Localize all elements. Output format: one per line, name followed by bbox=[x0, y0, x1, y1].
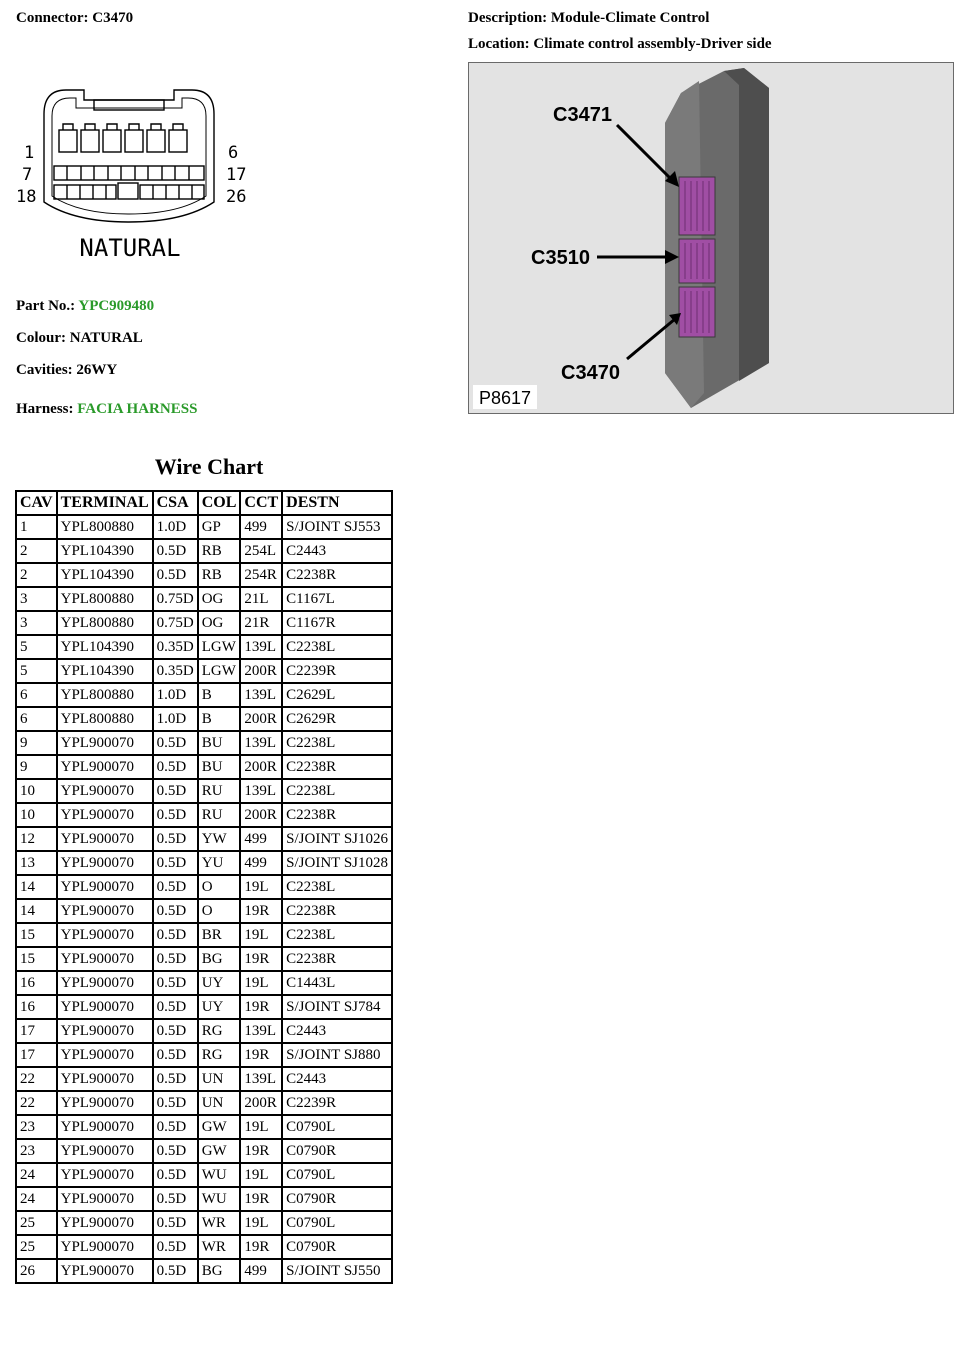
pin-label-6: 6 bbox=[228, 143, 239, 163]
table-row bbox=[16, 971, 392, 995]
cell-destn: C0790R bbox=[282, 1235, 392, 1259]
table-row bbox=[16, 707, 392, 731]
cell-col: WR bbox=[198, 1211, 241, 1235]
cell-cav: 9 bbox=[16, 731, 57, 755]
cell-csa: 1.0D bbox=[153, 683, 198, 707]
cell-col: UY bbox=[198, 995, 241, 1019]
cell-csa: 0.35D bbox=[153, 635, 198, 659]
cell-csa: 0.5D bbox=[153, 1139, 198, 1163]
cell-col: WU bbox=[198, 1187, 241, 1211]
photo-ref: P8617 bbox=[479, 388, 532, 408]
cell-cct: 19R bbox=[240, 995, 282, 1019]
cell-terminal: YPL900070 bbox=[57, 1163, 153, 1187]
cell-destn: C2443 bbox=[282, 1019, 392, 1043]
cell-cav: 23 bbox=[16, 1139, 57, 1163]
cell-terminal: YPL900070 bbox=[57, 1043, 153, 1067]
cell-terminal: YPL900070 bbox=[57, 971, 153, 995]
cell-cav: 14 bbox=[16, 875, 57, 899]
cell-destn: S/JOINT SJ1026 bbox=[282, 827, 392, 851]
cavity-row-bottom bbox=[54, 183, 204, 199]
cell-csa: 0.5D bbox=[153, 755, 198, 779]
table-row bbox=[16, 1043, 392, 1067]
cell-csa: 0.35D bbox=[153, 659, 198, 683]
cell-cct: 21L bbox=[240, 587, 282, 611]
callout-c3510: C3510 bbox=[531, 247, 590, 269]
cell-destn: C2443 bbox=[282, 539, 392, 563]
cavities-line bbox=[16, 362, 117, 379]
cell-csa: 0.5D bbox=[153, 803, 198, 827]
callout-c3470: C3470 bbox=[561, 362, 620, 384]
colour-line bbox=[16, 330, 143, 347]
cell-col: OG bbox=[198, 611, 241, 635]
header-col: COL bbox=[198, 491, 241, 515]
cell-cct: 499 bbox=[240, 827, 282, 851]
connector-line bbox=[16, 10, 133, 27]
cell-cav: 2 bbox=[16, 563, 57, 587]
cell-terminal: YPL104390 bbox=[57, 539, 153, 563]
location-line bbox=[468, 36, 772, 53]
cell-cct: 19R bbox=[240, 947, 282, 971]
cell-col: B bbox=[198, 707, 241, 731]
cell-cct: 19R bbox=[240, 1043, 282, 1067]
cell-cav: 15 bbox=[16, 923, 57, 947]
cell-terminal: YPL900070 bbox=[57, 779, 153, 803]
cell-csa: 0.5D bbox=[153, 1211, 198, 1235]
cell-csa: 0.5D bbox=[153, 1019, 198, 1043]
cell-destn: S/JOINT SJ1028 bbox=[282, 851, 392, 875]
table-row bbox=[16, 1211, 392, 1235]
cell-col: UN bbox=[198, 1067, 241, 1091]
cell-cav: 23 bbox=[16, 1115, 57, 1139]
table-row bbox=[16, 563, 392, 587]
cell-cct: 19L bbox=[240, 875, 282, 899]
location-photo bbox=[468, 62, 954, 414]
cell-terminal: YPL900070 bbox=[57, 1019, 153, 1043]
cell-csa: 1.0D bbox=[153, 707, 198, 731]
cell-terminal: YPL800880 bbox=[57, 611, 153, 635]
cell-terminal: YPL900070 bbox=[57, 947, 153, 971]
cell-cct: 499 bbox=[240, 515, 282, 539]
cell-destn: C2239R bbox=[282, 659, 392, 683]
cell-col: O bbox=[198, 899, 241, 923]
cell-terminal: YPL900070 bbox=[57, 995, 153, 1019]
cell-cav: 24 bbox=[16, 1163, 57, 1187]
cell-terminal: YPL900070 bbox=[57, 1211, 153, 1235]
cell-cav: 10 bbox=[16, 779, 57, 803]
table-row bbox=[16, 803, 392, 827]
cell-csa: 0.5D bbox=[153, 995, 198, 1019]
harness-label: Harness: bbox=[16, 401, 74, 417]
table-row bbox=[16, 1187, 392, 1211]
cell-cav: 16 bbox=[16, 995, 57, 1019]
cell-col: GW bbox=[198, 1115, 241, 1139]
cell-cct: 21R bbox=[240, 611, 282, 635]
harness-line bbox=[16, 401, 197, 418]
cell-csa: 0.5D bbox=[153, 875, 198, 899]
cell-cct: 139L bbox=[240, 1067, 282, 1091]
table-row bbox=[16, 1163, 392, 1187]
header-destn: DESTN bbox=[282, 491, 392, 515]
cell-terminal: YPL800880 bbox=[57, 587, 153, 611]
cell-destn: C0790L bbox=[282, 1211, 392, 1235]
cell-terminal: YPL800880 bbox=[57, 707, 153, 731]
cell-cct: 139L bbox=[240, 683, 282, 707]
cell-col: RU bbox=[198, 779, 241, 803]
cell-csa: 0.5D bbox=[153, 971, 198, 995]
cell-cct: 254R bbox=[240, 563, 282, 587]
cell-csa: 0.5D bbox=[153, 731, 198, 755]
header-terminal: TERMINAL bbox=[57, 491, 153, 515]
cell-cav: 2 bbox=[16, 539, 57, 563]
cell-destn: C1167R bbox=[282, 611, 392, 635]
cell-cav: 25 bbox=[16, 1211, 57, 1235]
table-row bbox=[16, 683, 392, 707]
location-value: Climate control assembly-Driver side bbox=[533, 36, 772, 52]
wire-chart-body bbox=[16, 515, 392, 1283]
cell-csa: 0.5D bbox=[153, 923, 198, 947]
cell-destn: C2238L bbox=[282, 875, 392, 899]
cell-col: B bbox=[198, 683, 241, 707]
cell-csa: 0.5D bbox=[153, 779, 198, 803]
cell-cav: 5 bbox=[16, 635, 57, 659]
cell-cav: 16 bbox=[16, 971, 57, 995]
part-no-line bbox=[16, 298, 154, 315]
cell-destn: C0790L bbox=[282, 1115, 392, 1139]
callout-c3471: C3471 bbox=[553, 104, 612, 126]
connector-label: Connector: bbox=[16, 10, 89, 26]
cell-col: RB bbox=[198, 539, 241, 563]
cell-destn: C1443L bbox=[282, 971, 392, 995]
cell-cav: 3 bbox=[16, 611, 57, 635]
colour-value: NATURAL bbox=[69, 330, 143, 346]
cell-cct: 19R bbox=[240, 1139, 282, 1163]
table-row bbox=[16, 995, 392, 1019]
cell-cct: 19R bbox=[240, 1187, 282, 1211]
cell-col: YU bbox=[198, 851, 241, 875]
cell-csa: 0.5D bbox=[153, 851, 198, 875]
table-row bbox=[16, 1235, 392, 1259]
cell-cav: 12 bbox=[16, 827, 57, 851]
table-row bbox=[16, 1019, 392, 1043]
pin-label-1: 1 bbox=[24, 143, 35, 163]
cell-col: BG bbox=[198, 1259, 241, 1283]
cell-destn: C2238L bbox=[282, 731, 392, 755]
header-cct: CCT bbox=[240, 491, 282, 515]
description-label: Description: bbox=[468, 10, 548, 26]
cell-terminal: YPL900070 bbox=[57, 1091, 153, 1115]
cell-cav: 22 bbox=[16, 1067, 57, 1091]
cell-cav: 24 bbox=[16, 1187, 57, 1211]
cell-destn: C0790R bbox=[282, 1139, 392, 1163]
cell-col: LGW bbox=[198, 659, 241, 683]
cell-cct: 19R bbox=[240, 899, 282, 923]
cell-csa: 0.5D bbox=[153, 1235, 198, 1259]
cell-terminal: YPL900070 bbox=[57, 851, 153, 875]
cell-cct: 200R bbox=[240, 1091, 282, 1115]
cell-destn: C2238R bbox=[282, 803, 392, 827]
cell-terminal: YPL104390 bbox=[57, 635, 153, 659]
cell-col: WR bbox=[198, 1235, 241, 1259]
table-row bbox=[16, 539, 392, 563]
pin-label-26: 26 bbox=[226, 187, 247, 207]
table-row bbox=[16, 1067, 392, 1091]
cavity-row-middle bbox=[54, 166, 204, 180]
cell-csa: 0.5D bbox=[153, 1043, 198, 1067]
cell-csa: 0.5D bbox=[153, 563, 198, 587]
cell-destn: C2238R bbox=[282, 899, 392, 923]
table-row bbox=[16, 1091, 392, 1115]
cell-terminal: YPL900070 bbox=[57, 1139, 153, 1163]
cell-cav: 15 bbox=[16, 947, 57, 971]
cell-destn: C2238R bbox=[282, 563, 392, 587]
cell-csa: 0.75D bbox=[153, 587, 198, 611]
cell-cav: 1 bbox=[16, 515, 57, 539]
cell-terminal: YPL900070 bbox=[57, 923, 153, 947]
part-no-label: Part No.: bbox=[16, 298, 76, 314]
cell-cav: 17 bbox=[16, 1043, 57, 1067]
cell-destn: S/JOINT SJ880 bbox=[282, 1043, 392, 1067]
connector-face-diagram bbox=[14, 84, 254, 264]
cell-terminal: YPL900070 bbox=[57, 827, 153, 851]
pin-label-18: 18 bbox=[16, 187, 37, 207]
cell-cct: 19L bbox=[240, 1115, 282, 1139]
wire-chart-title: Wire Chart bbox=[154, 454, 264, 479]
cell-destn: C0790R bbox=[282, 1187, 392, 1211]
cell-csa: 0.5D bbox=[153, 1115, 198, 1139]
cell-destn: C2238L bbox=[282, 779, 392, 803]
cell-cav: 9 bbox=[16, 755, 57, 779]
table-row bbox=[16, 635, 392, 659]
cavities-value: 26WY bbox=[76, 362, 118, 378]
cell-col: BU bbox=[198, 731, 241, 755]
cell-cct: 19L bbox=[240, 1211, 282, 1235]
cell-terminal: YPL900070 bbox=[57, 803, 153, 827]
table-row bbox=[16, 923, 392, 947]
cell-col: GP bbox=[198, 515, 241, 539]
table-row bbox=[16, 779, 392, 803]
connector-value: C3470 bbox=[92, 10, 134, 26]
cell-destn: C1167L bbox=[282, 587, 392, 611]
cell-cav: 3 bbox=[16, 587, 57, 611]
cell-terminal: YPL800880 bbox=[57, 515, 153, 539]
cell-terminal: YPL104390 bbox=[57, 563, 153, 587]
cell-terminal: YPL900070 bbox=[57, 1115, 153, 1139]
table-row bbox=[16, 515, 392, 539]
cell-terminal: YPL900070 bbox=[57, 1235, 153, 1259]
cell-col: YW bbox=[198, 827, 241, 851]
cell-col: RB bbox=[198, 563, 241, 587]
cell-cct: 499 bbox=[240, 1259, 282, 1283]
cell-destn: C2238L bbox=[282, 635, 392, 659]
table-row bbox=[16, 659, 392, 683]
cell-destn: C2238R bbox=[282, 947, 392, 971]
cell-col: UN bbox=[198, 1091, 241, 1115]
cell-cct: 19L bbox=[240, 971, 282, 995]
cell-col: RG bbox=[198, 1043, 241, 1067]
header-csa: CSA bbox=[153, 491, 198, 515]
table-row bbox=[16, 1115, 392, 1139]
cell-cav: 26 bbox=[16, 1259, 57, 1283]
cell-cav: 14 bbox=[16, 899, 57, 923]
cell-csa: 0.5D bbox=[153, 1091, 198, 1115]
cell-cct: 19L bbox=[240, 923, 282, 947]
table-row bbox=[16, 587, 392, 611]
table-row bbox=[16, 1139, 392, 1163]
cell-cct: 19R bbox=[240, 1235, 282, 1259]
cell-cav: 22 bbox=[16, 1091, 57, 1115]
cell-col: LGW bbox=[198, 635, 241, 659]
cell-terminal: YPL900070 bbox=[57, 1187, 153, 1211]
cavity-row-top bbox=[59, 124, 187, 152]
part-no-link[interactable]: YPC909480 bbox=[78, 298, 155, 314]
description-line bbox=[468, 10, 709, 27]
pin-label-7: 7 bbox=[22, 165, 33, 185]
cell-destn: C2238R bbox=[282, 755, 392, 779]
cell-cav: 13 bbox=[16, 851, 57, 875]
cell-col: BG bbox=[198, 947, 241, 971]
wire-chart-table bbox=[15, 490, 393, 1284]
cell-csa: 0.5D bbox=[153, 1187, 198, 1211]
cell-terminal: YPL900070 bbox=[57, 875, 153, 899]
table-row bbox=[16, 755, 392, 779]
cell-col: BU bbox=[198, 755, 241, 779]
cell-destn: C2443 bbox=[282, 1067, 392, 1091]
table-row bbox=[16, 875, 392, 899]
wire-chart-header-row bbox=[16, 491, 392, 515]
cell-cct: 499 bbox=[240, 851, 282, 875]
cell-cav: 6 bbox=[16, 707, 57, 731]
cell-csa: 0.5D bbox=[153, 1067, 198, 1091]
cell-destn: C2629L bbox=[282, 683, 392, 707]
cell-cav: 17 bbox=[16, 1019, 57, 1043]
cell-col: RU bbox=[198, 803, 241, 827]
table-row bbox=[16, 1259, 392, 1283]
cell-cct: 19L bbox=[240, 1163, 282, 1187]
cell-col: BR bbox=[198, 923, 241, 947]
cell-csa: 0.5D bbox=[153, 827, 198, 851]
cell-terminal: YPL900070 bbox=[57, 731, 153, 755]
cell-cct: 254L bbox=[240, 539, 282, 563]
cell-cct: 200R bbox=[240, 659, 282, 683]
cell-cav: 10 bbox=[16, 803, 57, 827]
table-row bbox=[16, 899, 392, 923]
cell-terminal: YPL800880 bbox=[57, 683, 153, 707]
cell-cct: 139L bbox=[240, 731, 282, 755]
cell-terminal: YPL104390 bbox=[57, 659, 153, 683]
connector-inner-outline bbox=[52, 98, 206, 214]
header-cav: CAV bbox=[16, 491, 57, 515]
pin-label-17: 17 bbox=[226, 165, 247, 185]
colour-label: Colour: bbox=[16, 330, 66, 346]
harness-link[interactable]: FACIA HARNESS bbox=[77, 401, 198, 417]
table-row bbox=[16, 611, 392, 635]
cell-cct: 139L bbox=[240, 635, 282, 659]
cell-terminal: YPL900070 bbox=[57, 1259, 153, 1283]
cell-cct: 200R bbox=[240, 755, 282, 779]
table-row bbox=[16, 947, 392, 971]
location-label: Location: bbox=[468, 36, 530, 52]
cell-destn: C2238L bbox=[282, 923, 392, 947]
cell-destn: S/JOINT SJ553 bbox=[282, 515, 392, 539]
cell-csa: 0.5D bbox=[153, 539, 198, 563]
cell-destn: C2239R bbox=[282, 1091, 392, 1115]
cell-terminal: YPL900070 bbox=[57, 755, 153, 779]
cell-terminal: YPL900070 bbox=[57, 899, 153, 923]
cell-csa: 0.5D bbox=[153, 947, 198, 971]
diagram-colour-label: NATURAL bbox=[79, 234, 181, 262]
cell-destn: C2629R bbox=[282, 707, 392, 731]
cavities-label: Cavities: bbox=[16, 362, 73, 378]
cell-destn: C0790L bbox=[282, 1163, 392, 1187]
cell-csa: 0.75D bbox=[153, 611, 198, 635]
cell-csa: 0.5D bbox=[153, 899, 198, 923]
cell-col: O bbox=[198, 875, 241, 899]
cell-cct: 139L bbox=[240, 779, 282, 803]
cell-csa: 1.0D bbox=[153, 515, 198, 539]
cell-csa: 0.5D bbox=[153, 1163, 198, 1187]
cell-cct: 200R bbox=[240, 707, 282, 731]
cell-terminal: YPL900070 bbox=[57, 1067, 153, 1091]
description-value: Module-Climate Control bbox=[550, 10, 710, 26]
table-row bbox=[16, 731, 392, 755]
table-row bbox=[16, 827, 392, 851]
cell-csa: 0.5D bbox=[153, 1259, 198, 1283]
cell-cav: 5 bbox=[16, 659, 57, 683]
cell-cav: 25 bbox=[16, 1235, 57, 1259]
cell-destn: S/JOINT SJ784 bbox=[282, 995, 392, 1019]
cell-cav: 6 bbox=[16, 683, 57, 707]
cell-destn: S/JOINT SJ550 bbox=[282, 1259, 392, 1283]
cell-cct: 200R bbox=[240, 803, 282, 827]
cell-col: UY bbox=[198, 971, 241, 995]
cell-col: RG bbox=[198, 1019, 241, 1043]
cell-col: WU bbox=[198, 1163, 241, 1187]
cell-col: GW bbox=[198, 1139, 241, 1163]
table-row bbox=[16, 851, 392, 875]
module-illustration bbox=[469, 63, 953, 413]
cell-cct: 139L bbox=[240, 1019, 282, 1043]
cell-col: OG bbox=[198, 587, 241, 611]
